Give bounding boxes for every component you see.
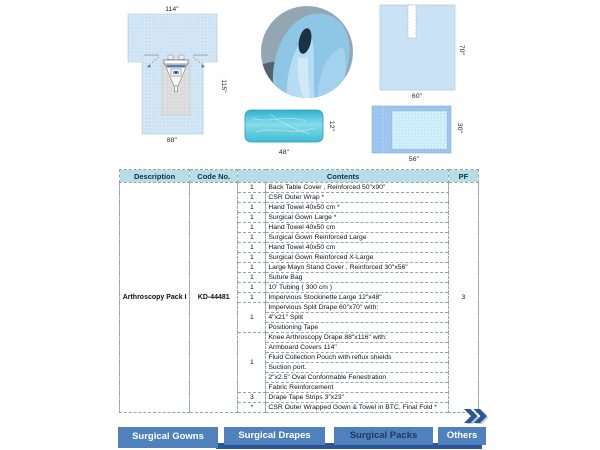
col-header-code: Code No. [190, 170, 238, 183]
item-content: Drape Tape Strips 3"x23" [266, 393, 449, 403]
item-content: Positioning Tape [266, 323, 449, 333]
dim-label: 12'' [328, 120, 335, 132]
item-content: Back Table Cover , Reinforced 50"x90" [266, 183, 449, 193]
pack-contents-table [119, 169, 479, 413]
tab-surgical-drapes[interactable]: Surgical Drapes [224, 427, 325, 445]
item-content: Impervious Split Drape 60"x70" with: [266, 303, 449, 313]
tab-others[interactable]: Others [438, 427, 486, 445]
dim-label: 115'' [220, 79, 227, 93]
item-content: 2"x2.5" Oval Conformable Fenestration [266, 373, 449, 383]
dim-label: 60'' [411, 93, 423, 100]
dim-label: 30'' [456, 122, 463, 134]
item-content: Large Mayo Stand Cover , Reinforced 30"x56" [266, 263, 449, 273]
dim-label: 48'' [278, 149, 290, 156]
stockinette-figure [240, 106, 336, 158]
item-content: 4"x21" Split [266, 313, 449, 323]
col-header-description: Description [120, 170, 190, 183]
dim-label: 56'' [408, 156, 420, 163]
pack-code: KD-44481 [190, 183, 238, 413]
col-header-contents: Contents [238, 170, 449, 183]
item-qty: 1 [238, 253, 266, 263]
procedure-photo [259, 4, 355, 100]
tab-surgical-gowns[interactable]: Surgical Gowns [118, 427, 218, 448]
col-header-pf: PF [448, 170, 478, 183]
item-content: Fluid Collection Pouch with reflux shields [266, 353, 449, 363]
item-content: Suture Bag [266, 273, 449, 283]
dim-label: 114'' [165, 6, 179, 13]
arthroscopy-drape-diagram [126, 4, 230, 146]
item-content: CSR Outer Wrapped Gown & Towel in BTC, Final Fold * [266, 403, 449, 413]
item-content: Hand Towel 40x50 cm [266, 243, 449, 253]
item-qty: 1 [238, 263, 266, 273]
item-content: 10' Tubing ( 300 cm ) [266, 283, 449, 293]
item-content: CSR Outer Wrap * [266, 193, 449, 203]
item-content: Surgical Gown Large * [266, 213, 449, 223]
table-header-row [120, 170, 479, 183]
item-content: Surgical Gown Reinforced Large [266, 233, 449, 243]
item-content: Hand Towel 40x50 cm * [266, 203, 449, 213]
tab-surgical-packs[interactable]: Surgical Packs [334, 427, 433, 445]
item-qty: 1 [238, 273, 266, 283]
table-row [120, 183, 479, 193]
pack-description: Arthroscopy Pack I [120, 183, 190, 413]
item-qty: 1 [238, 213, 266, 223]
next-page-button[interactable] [463, 408, 489, 424]
item-content: Suction port. [266, 363, 449, 373]
dim-label: 88'' [166, 137, 178, 144]
item-content: Knee Arthroscopy Drape 88"x116" with: [266, 333, 449, 343]
mayo-cover-figure [368, 102, 472, 164]
split-drape-figure [376, 2, 484, 102]
item-qty: * [238, 403, 266, 413]
item-qty: 1 [238, 243, 266, 253]
item-qty: 1 [238, 223, 266, 233]
item-content: Fabric Reinforcement [266, 383, 449, 393]
dim-label: 70'' [458, 44, 465, 56]
double-chevron-right-icon [463, 408, 489, 424]
item-qty: 1 [238, 283, 266, 293]
item-content: Impervious Stockinette Large 12"x48" [266, 293, 449, 303]
item-qty: 1 [238, 183, 266, 193]
item-content: Hand Towel 40x50 cm [266, 223, 449, 233]
item-qty: 1 [238, 203, 266, 213]
item-qty: 1 [238, 293, 266, 303]
item-content: Armboard Covers 114" [266, 343, 449, 353]
item-qty: 1 [238, 303, 266, 333]
item-qty: 1 [238, 233, 266, 243]
pack-pf: 3 [448, 183, 478, 413]
item-qty: 1 [238, 193, 266, 203]
item-qty: 1 [238, 333, 266, 393]
item-qty: 3 [238, 393, 266, 403]
split-slot [408, 5, 416, 38]
item-content: Surgical Gown Reinforced X-Large [266, 253, 449, 263]
